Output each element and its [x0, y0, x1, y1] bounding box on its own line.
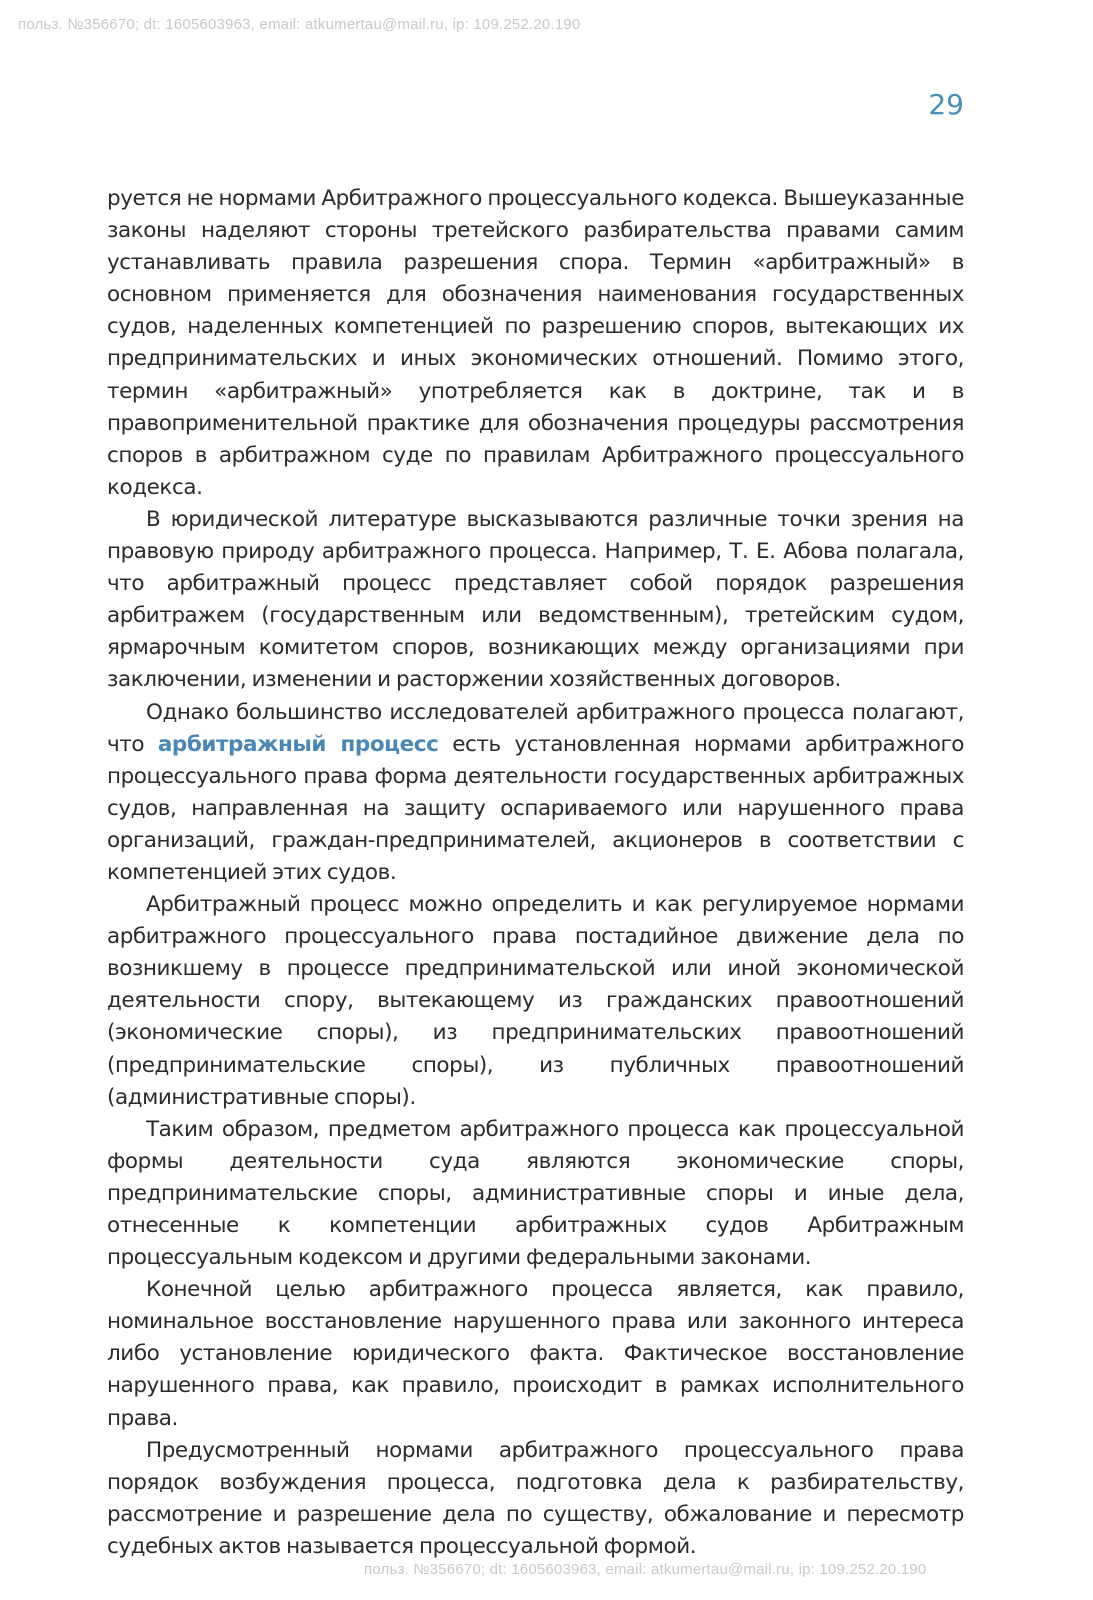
- paragraph-3-rest: есть установленная нормами арбитражного процессуального права форма деятельности государственных арбитражных судов, направленная на защиту оспариваемого или нарушенного права организаций, граждан-предпринимателей, акционеров в соответствии с компетенцией этих судов.: [107, 731, 964, 885]
- highlighted-term: арбитражный процесс: [157, 731, 439, 757]
- paragraph-2: В юридической литературе высказываются различные точки зрения на правовую природу арбитражного процесса. Например, Т. Е. Абова полагала, что арбитражный процесс представляет собой порядок разрешения арбитражем (государственным или ведомственным), третейским судом, ярмарочным комитетом споров, возникающих между организациями при заключении, изменении и расторжении хозяйственных договоров.: [107, 506, 964, 693]
- document-body: [107, 183, 964, 1563]
- paragraph-1: руется не нормами Арбитражного процессуального кодекса. Вышеуказанные законы наделяют стороны третейского разбирательства правами самим устанавливать правила разрешения спора. Термин «арбитражный» в основном применяется для обозначения наименования государственных судов, наделенных компетенцией по разрешению споров, вытекающих их предпринимательских и иных экономических отношений. Помимо этого, термин «арбитражный» употребляется как в доктрине, так и в правоприменительной практике для обозначения процедуры рассмотрения споров в арбитражном суде по правилам Арбитражного процессуального кодекса.: [107, 186, 964, 500]
- paragraph-5: Таким образом, предметом арбитражного процесса как процессуальной формы деятельности суда являются экономические споры, предпринимательские споры, административные споры и иные дела, отнесенные к компетенции арбитражных судов Арбитражным процессуальным кодексом и другими федеральными законами.: [107, 1116, 964, 1271]
- watermark-top: польз. №356670; dt: 1605603963, email: atkumertau@mail.ru, ip: 109.252.20.190: [18, 16, 581, 33]
- paragraph-7: Предусмотренный нормами арбитражного процессуального права порядок возбуждения процесса, подготовка дела к разбирательству, рассмотрение и разрешение дела по существу, обжалование и пересмотр судебных актов называется процессуальной формой.: [107, 1437, 964, 1559]
- watermark-bottom: польз. №356670; dt: 1605603963, email: atkumertau@mail.ru, ip: 109.252.20.190: [364, 1561, 927, 1578]
- paragraph-4: Арбитражный процесс можно определить и как регулируемое нормами арбитражного процессуального права постадийное движение дела по возникшему в процессе предпринимательской или иной экономической деятельности спору, вытекающему из гражданских правоотношений (экономические споры), из предпринимательских правоотношений (предпринимательские споры), из публичных правоотношений (административные споры).: [107, 892, 964, 1110]
- paragraph-3-lead: Однако большинство исследователей арбитражного процесса полагают, что: [107, 699, 964, 757]
- paragraph-3: [107, 697, 964, 890]
- paragraph-6: Конечной целью арбитражного процесса является, как правило, номинальное восстановление нарушенного права или законного интереса либо установление юридического факта. Фактическое восстановление нарушенного права, как правило, происходит в рамках исполнительного права.: [107, 1277, 964, 1431]
- page-number: 29: [928, 88, 964, 121]
